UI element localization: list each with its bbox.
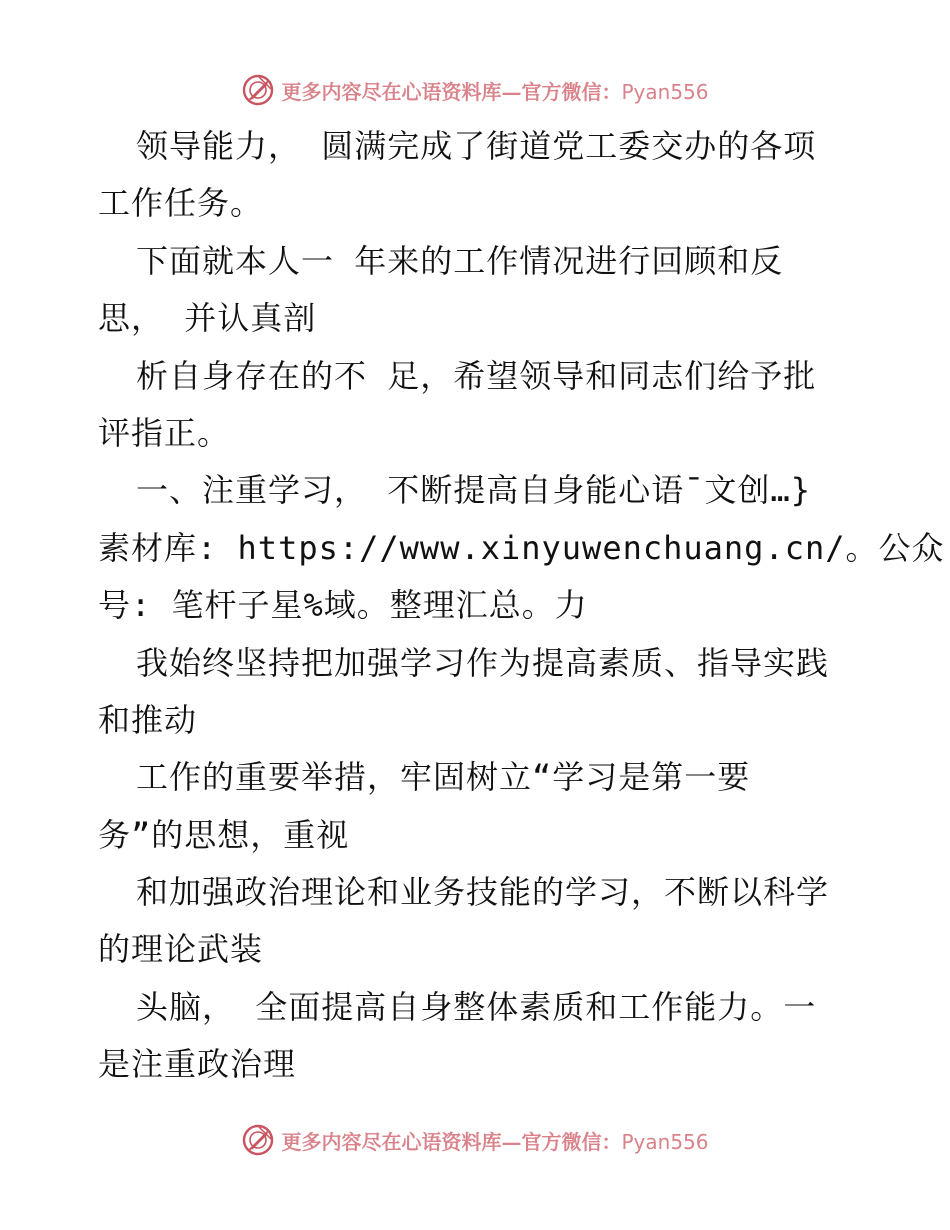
body-line: 号: 笔杆子星%域。整理汇总。力 xyxy=(98,586,588,625)
header-banner-wechat-id: Pyan556 xyxy=(621,79,709,104)
body-line: 思， 并认真剖 xyxy=(98,299,317,338)
footer-banner-cn: 更多内容尽在心语资料库—官方微信： xyxy=(281,1129,622,1154)
body-line: 工作的重要举措，牢固树立“学习是第一要 xyxy=(136,758,751,797)
body-line: 工作任务。 xyxy=(98,184,264,223)
quill-logo-icon xyxy=(241,1123,275,1157)
body-line: 一、注重学习， 不断提高自身能心语¯文创…} xyxy=(136,471,812,510)
body-line: 领导能力， 圆满完成了街道党工委交办的各项 xyxy=(136,127,817,165)
header-banner xyxy=(0,70,950,110)
body-line: 是注重政治理 xyxy=(98,1045,297,1084)
body-line: 头脑， 全面提高自身整体素质和工作能力。一 xyxy=(136,987,817,1026)
quill-logo-icon xyxy=(241,73,275,107)
body-line: 评指正。 xyxy=(98,413,231,452)
body-line: 和推动 xyxy=(98,700,198,739)
body-line: 的理论武装 xyxy=(98,930,264,969)
footer-banner-text xyxy=(281,1126,708,1155)
body-line: 素材库: https://www.xinyuwenchuang.cn/。公众 xyxy=(98,528,945,567)
body-line: 我始终坚持把加强学习作为提高素质、指导实践 xyxy=(136,643,830,682)
body-line: 和加强政治理论和业务技能的学习，不断以科学 xyxy=(136,873,830,912)
footer-banner xyxy=(0,1120,950,1160)
footer-banner-wechat-id: Pyan556 xyxy=(621,1129,709,1154)
header-banner-cn: 更多内容尽在心语资料库—官方微信： xyxy=(281,79,622,104)
document-body xyxy=(98,118,945,1094)
body-line: 析自身存在的不 足，希望领导和同志们给予批 xyxy=(136,356,817,395)
body-line: 下面就本人一 年来的工作情况进行回顾和反 xyxy=(136,241,784,280)
body-line: 务”的思想，重视 xyxy=(98,815,350,854)
header-banner-text xyxy=(281,76,708,105)
